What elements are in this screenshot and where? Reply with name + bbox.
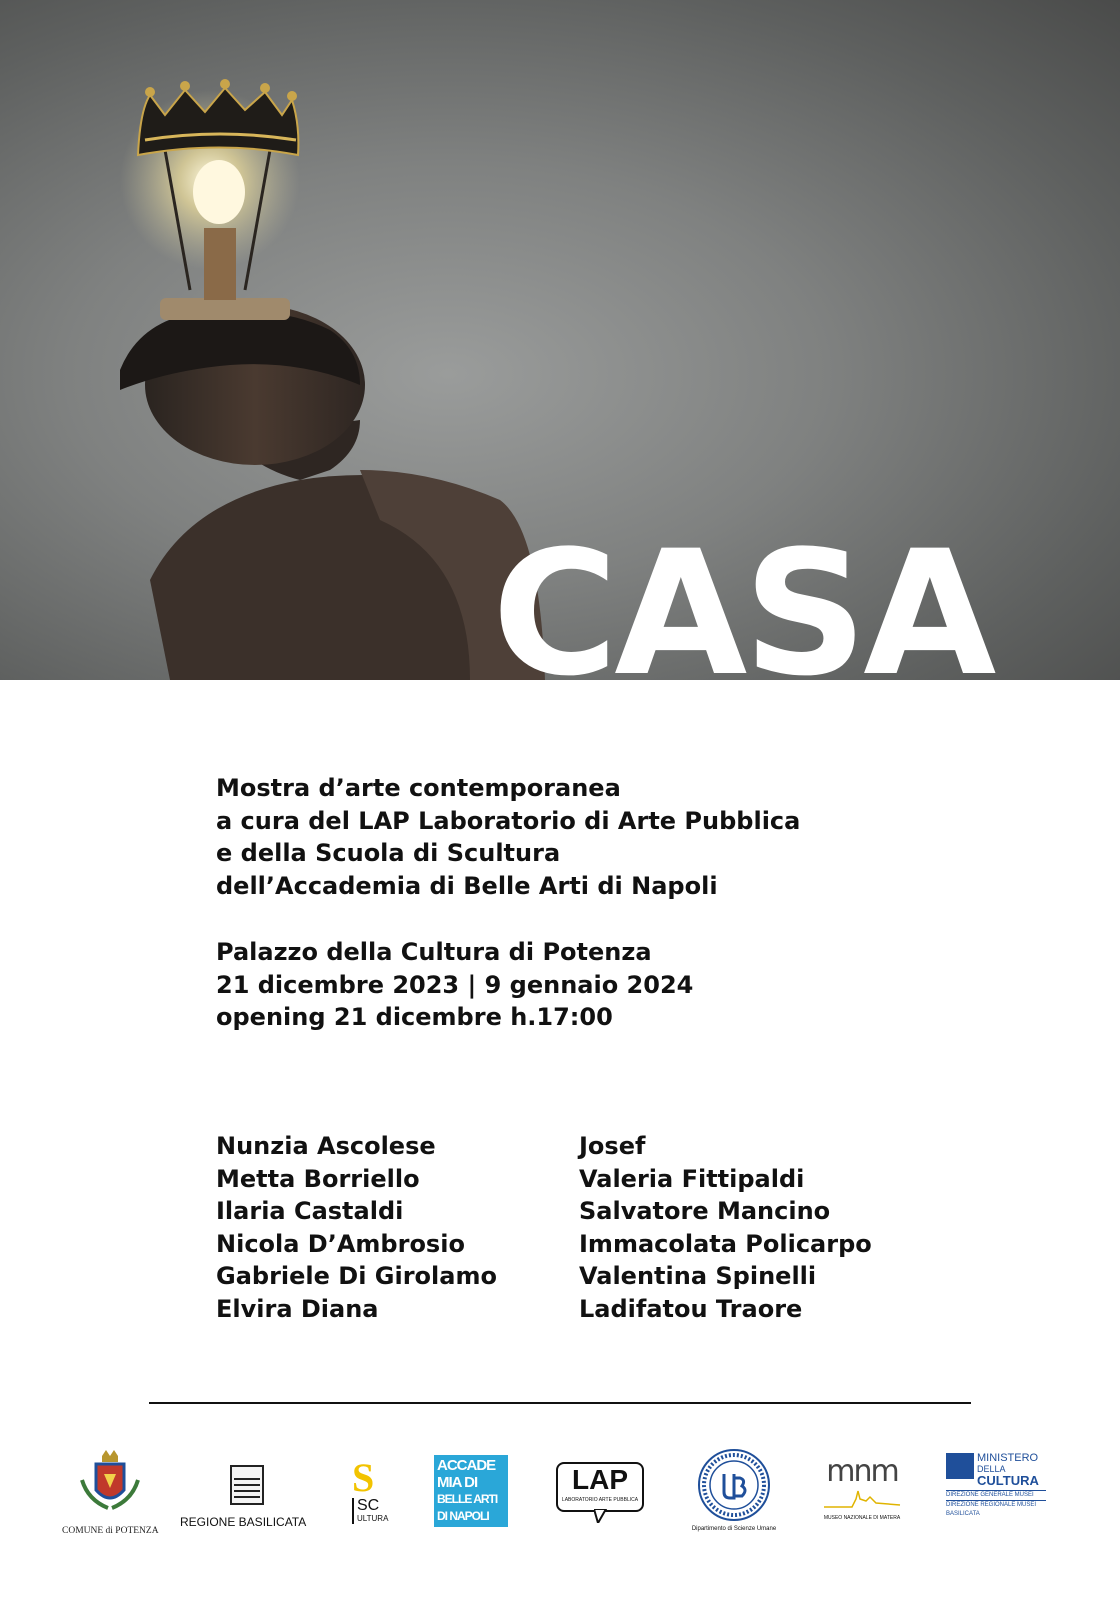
mic-icon — [946, 1453, 974, 1479]
mnm-sublabel: MUSEO NAZIONALE DI MATERA — [823, 1515, 901, 1521]
ministero-header — [946, 1453, 1046, 1487]
artist-name: Valeria Fittipaldi — [579, 1164, 805, 1193]
artist-name: Metta Borriello — [216, 1164, 420, 1193]
coat-of-arms-icon — [62, 1450, 158, 1520]
ministero-line: DELLA — [977, 1464, 1006, 1474]
scultura-ultura: ULTURA — [357, 1514, 389, 1523]
regione-emblem-icon — [230, 1465, 264, 1505]
university-seal-icon — [697, 1448, 771, 1522]
artist-name: Gabriele Di Girolamo — [216, 1262, 497, 1290]
artist-name: Elvira Diana — [216, 1294, 379, 1323]
artists-list-left — [216, 1130, 497, 1325]
opening-line: opening 21 dicembre h.17:00 — [216, 1003, 613, 1031]
mnm-logo — [818, 1454, 906, 1521]
lap-sublabel: LABORATORIO ARTE PUBBLICA — [561, 1497, 639, 1503]
artist-name: Immacolata Policarpo — [579, 1229, 872, 1258]
dates-line: 21 dicembre 2023 | 9 gennaio 2024 — [216, 970, 694, 999]
artist-name: Salvatore Mancino — [579, 1197, 831, 1225]
artist-name: Nicola D’Ambrosio — [216, 1229, 465, 1258]
artist-name: Josef — [579, 1132, 646, 1160]
regione-basilicata-logo — [180, 1465, 320, 1529]
ministero-name — [977, 1453, 1039, 1487]
ministero-cultura-logo — [946, 1453, 1046, 1519]
divider — [149, 1402, 971, 1404]
artist-name: Nunzia Ascolese — [216, 1132, 436, 1160]
scultura-s: S — [352, 1455, 375, 1500]
comune-potenza-logo — [62, 1450, 158, 1536]
unibas-label: Dipartimento di Scienze Umane — [691, 1526, 777, 1532]
lap-speech-bubble — [556, 1462, 644, 1512]
artist-name: Ilaria Castaldi — [216, 1197, 404, 1225]
accademia-line: MIA DI — [437, 1474, 478, 1491]
skyline-icon — [822, 1487, 902, 1511]
mnm-label: mnm — [826, 1454, 898, 1489]
accademia-line: ACCADE — [437, 1457, 496, 1474]
hero-photo — [0, 0, 1120, 680]
description-line: Mostra d’arte contemporanea — [216, 774, 621, 802]
accademia-line: BELLE ARTI — [437, 1492, 498, 1506]
description-line: dell’Accademia di Belle Arti di Napoli — [216, 871, 718, 900]
unibas-logo — [690, 1448, 778, 1532]
poster-title: CASA — [492, 513, 993, 680]
venue-line: Palazzo della Cultura di Potenza — [216, 938, 652, 966]
artist-name: Valentina Spinelli — [579, 1262, 817, 1290]
ministero-line: CULTURA — [977, 1473, 1039, 1488]
bubble-tail-icon — [594, 1509, 614, 1523]
lap-label: LAP — [572, 1464, 628, 1495]
scultura-logo — [352, 1455, 392, 1524]
comune-label: COMUNE di POTENZA — [62, 1526, 159, 1536]
ministero-subline: BASILICATA — [946, 1511, 980, 1517]
event-info — [216, 772, 800, 1034]
lap-logo — [556, 1462, 648, 1512]
artists-list-right — [579, 1130, 872, 1325]
scultura-sc: SC — [357, 1497, 380, 1514]
ministero-subline: DIREZIONE REGIONALE MUSEI — [946, 1500, 1046, 1510]
accademia-napoli-logo — [434, 1455, 508, 1527]
description-line: e della Scuola di Scultura — [216, 839, 561, 867]
description-line: a cura del LAP Laboratorio di Arte Pubblica — [216, 806, 801, 835]
ministero-sub — [946, 1490, 1046, 1519]
ministero-line: MINISTERO — [977, 1452, 1039, 1464]
accademia-line: DI NAPOLI — [437, 1509, 489, 1523]
artist-name: Ladifatou Traore — [579, 1294, 803, 1323]
spacer — [216, 902, 800, 936]
ministero-subline: DIREZIONE GENERALE MUSEI — [946, 1492, 1034, 1498]
scultura-mark — [352, 1498, 392, 1524]
regione-label: REGIONE BASILICATA — [180, 1515, 307, 1529]
